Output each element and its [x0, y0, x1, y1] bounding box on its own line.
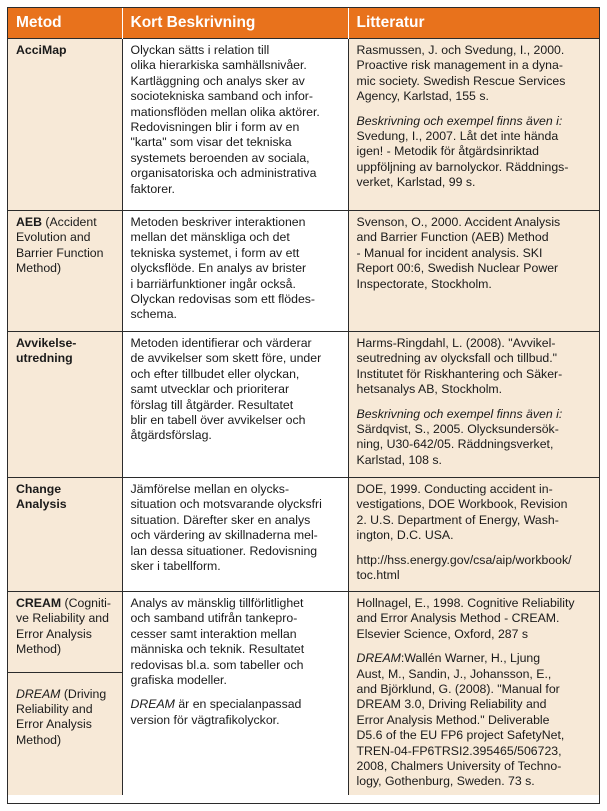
literature-line: Särdqvist, S., 2005. Olycksundersök- [356, 422, 559, 437]
description-line: är en specialanpassad [174, 697, 302, 712]
literature-line: mic society. Swedish Rescue Services [356, 73, 566, 88]
literature-line: Elsevier Science, Oxford, 287 s [356, 626, 529, 641]
description-line: Olyckan sätts i relation till [130, 43, 270, 57]
description-line: situation. Därefter sker en analys [130, 512, 311, 527]
description-line: samt utvecklar och prioriterar [130, 382, 290, 397]
method-cell [8, 39, 122, 211]
literature-line: Hollnagel, E., 1998. Cognitive Reliability [356, 596, 575, 610]
literature-line: 2. U.S. Department of Energy, Wash- [356, 512, 559, 527]
description-line: sker i tabellform. [130, 559, 221, 574]
description-line: sociotekniska samband och infor- [130, 89, 313, 104]
method-table-page [7, 7, 600, 804]
literature-line: TREN-04-FP6TRSI2.395465/506723, [356, 743, 562, 758]
description-line: systemets beroenden av sociala, [130, 150, 310, 165]
literature-line: and Barrier Function (AEB) Method [356, 230, 549, 245]
method-dream [8, 672, 122, 754]
method-subtitle: (Driving [60, 686, 107, 701]
method-name: Avvikelse- [16, 336, 77, 350]
table-row-aeb [8, 211, 599, 332]
literature-line: Rasmussen, J. och Svedung, I., 2000. [356, 43, 565, 57]
description-line: åtgärdsförslag. [130, 428, 212, 443]
description-line: och värdering av skillnaderna mel- [130, 528, 318, 543]
method-name: AEB [16, 215, 42, 229]
literature-line: DREAM 3.0, Driving Reliability and [356, 697, 547, 712]
literature-line: hetsanalys AB, Stockholm. [356, 382, 503, 397]
description-line: situation och motsvarande olycksfri [130, 497, 322, 512]
description-line: Metoden identifierar och värderar [130, 336, 312, 350]
description-cell [122, 39, 348, 211]
description-line: tekniska systemet, i form av ett [130, 245, 300, 260]
description-line: och samband utifrån tankepro- [130, 611, 298, 626]
table-row-change-analysis [8, 478, 599, 592]
description-line: lan dessa situationer. Redovisning [130, 543, 318, 558]
literature-line: logy, Gothenburg, Sweden. 73 s. [356, 774, 535, 789]
description-cell [122, 478, 348, 592]
literature-line: Svedung, I., 2007. Låt det inte hända [356, 129, 559, 144]
literature-line: Error Analysis Method." Deliverable [356, 712, 550, 727]
literature-line: Aust, M., Sandin, J., Johansson, E., [356, 666, 552, 681]
literature-line: and Error Analysis Method - CREAM. [356, 611, 560, 626]
description-line: förslag till åtgärder. Resultatet [130, 397, 294, 412]
literature-line: Inspectorate, Stockholm. [356, 276, 492, 291]
literature-line: Harms-Ringdahl, L. (2008). "Avvikel- [356, 336, 556, 350]
method-subtitle: Method) [16, 732, 62, 747]
literature-line: D5.6 of the EU FP6 project SafetyNet, [356, 728, 565, 743]
literature-cell [348, 211, 599, 332]
literature-line: ington, D.C. USA. [356, 528, 454, 543]
literature-line: ning, U30-642/05. Räddningsverket, [356, 437, 554, 452]
description-line: version för vägtrafikolyckor. [130, 712, 280, 727]
description-line: olycksflöde. En analys av brister [130, 261, 307, 276]
method-cream [8, 592, 122, 672]
literature-line: - Manual for incident analysis. SKI [356, 245, 543, 260]
method-name: DREAM [16, 686, 61, 701]
method-name: Change [16, 482, 62, 496]
method-name: CREAM [16, 596, 62, 610]
method-table [8, 8, 599, 795]
method-name: AcciMap [16, 43, 67, 57]
literature-line: and Björklund, G. (2008). "Manual for [356, 682, 560, 697]
method-name: Analysis [16, 497, 67, 512]
description-line: "karta" som visar det tekniska [130, 135, 292, 150]
description-line: Metoden beskriver interaktionen [130, 215, 306, 229]
table-row-avvikelseutredning [8, 332, 599, 478]
method-subtitle: Evolution and [16, 230, 91, 245]
literature-line: Svenson, O., 2000. Accident Analysis [356, 215, 561, 229]
method-cell [8, 211, 122, 332]
description-line: grafiska modeller. [130, 673, 227, 688]
description-line: Olyckan redovisas som ett flödes- [130, 292, 316, 307]
description-line: och efter tillbudet eller olyckan, [130, 366, 300, 381]
method-subtitle: Method) [16, 261, 62, 276]
table-row-accimap [8, 39, 599, 211]
header-description: Kort Beskrivning [122, 8, 348, 39]
description-line: i barriärfunktioner ingår också. [130, 276, 296, 291]
literature-line: 2008, Chalmers University of Techno- [356, 759, 562, 774]
table-row-cream [8, 592, 599, 795]
description-line: mationsflöden mellan olika aktörer. [130, 104, 320, 119]
description-line: redovisas bl.a. som tabeller och [130, 657, 304, 672]
description-cell [122, 592, 348, 795]
literature-line: Karlstad, 108 s. [356, 452, 442, 467]
description-line: mellan det mänskliga och det [130, 230, 290, 245]
literature-term: DREAM [356, 651, 401, 666]
literature-url: http://hss.energy.gov/csa/aip/workbook/ [356, 552, 572, 567]
method-subtitle: ve Reliability and [16, 611, 109, 626]
literature-line: Report 00:6, Swedish Nuclear Power [356, 261, 559, 276]
method-subtitle: Error Analysis [16, 717, 92, 732]
literature-line: Proactive risk management in a dyna- [356, 58, 563, 73]
literature-intro: Beskrivning och exempel finns även i: [356, 113, 563, 128]
literature-cell [348, 332, 599, 478]
literature-line: seutredning av olycksfall och tillbud." [356, 351, 558, 366]
literature-cell [348, 39, 599, 211]
literature-line: vestigations, DOE Workbook, Revision [356, 497, 568, 512]
description-line: Jämförelse mellan en olycks- [130, 482, 290, 496]
method-subtitle: Reliability and [16, 702, 93, 717]
description-line: Analys av mänsklig tillförlitlighet [130, 596, 304, 610]
literature-line: igen! - Metodik för åtgärdsinriktad [356, 144, 539, 159]
description-line: cesser samt interaktion mellan [130, 626, 297, 641]
description-line: schema. [130, 307, 177, 322]
literature-line: verket, Karlstad, 99 s. [356, 175, 476, 190]
description-line: de avvikelser som skett före, under [130, 351, 322, 366]
description-line: Kartläggning och analys sker av [130, 73, 305, 88]
method-subtitle: Error Analysis [16, 626, 92, 641]
literature-line: Agency, Karlstad, 155 s. [356, 89, 489, 104]
header-literature: Litteratur [348, 8, 599, 39]
description-line: människa och teknik. Resultatet [130, 642, 305, 657]
literature-line: uppföljning av barnolyckor. Räddnings- [356, 159, 569, 174]
method-cell [8, 478, 122, 592]
description-line: Redovisningen blir i form av en [130, 120, 300, 135]
literature-line: DOE, 1999. Conducting accident in- [356, 482, 553, 496]
description-cell [122, 211, 348, 332]
method-name: utredning [16, 351, 73, 366]
description-line: olika hierarkiska samhällsnivåer. [130, 58, 307, 73]
header-method: Metod [8, 8, 122, 39]
method-cell [8, 592, 122, 795]
method-cell [8, 332, 122, 478]
description-line: blir en tabell över avvikelser och [130, 413, 306, 428]
method-subtitle: Barrier Function [16, 245, 104, 260]
literature-line: Institutet för Riskhantering och Säker- [356, 366, 563, 381]
literature-line: :Wallén Warner, H., Ljung [400, 651, 541, 666]
method-subtitle: (Cogniti- [61, 596, 111, 610]
literature-intro: Beskrivning och exempel finns även i: [356, 406, 563, 421]
literature-cell [348, 592, 599, 795]
literature-cell [348, 478, 599, 592]
description-term: DREAM [130, 697, 175, 712]
table-header-row [8, 8, 599, 39]
method-subtitle: Method) [16, 642, 62, 657]
description-line: organisatoriska och administrativa [130, 166, 317, 181]
description-cell [122, 332, 348, 478]
method-subtitle: (Accident [41, 215, 97, 229]
description-line: faktorer. [130, 181, 175, 196]
literature-url: toc.html [356, 568, 400, 583]
